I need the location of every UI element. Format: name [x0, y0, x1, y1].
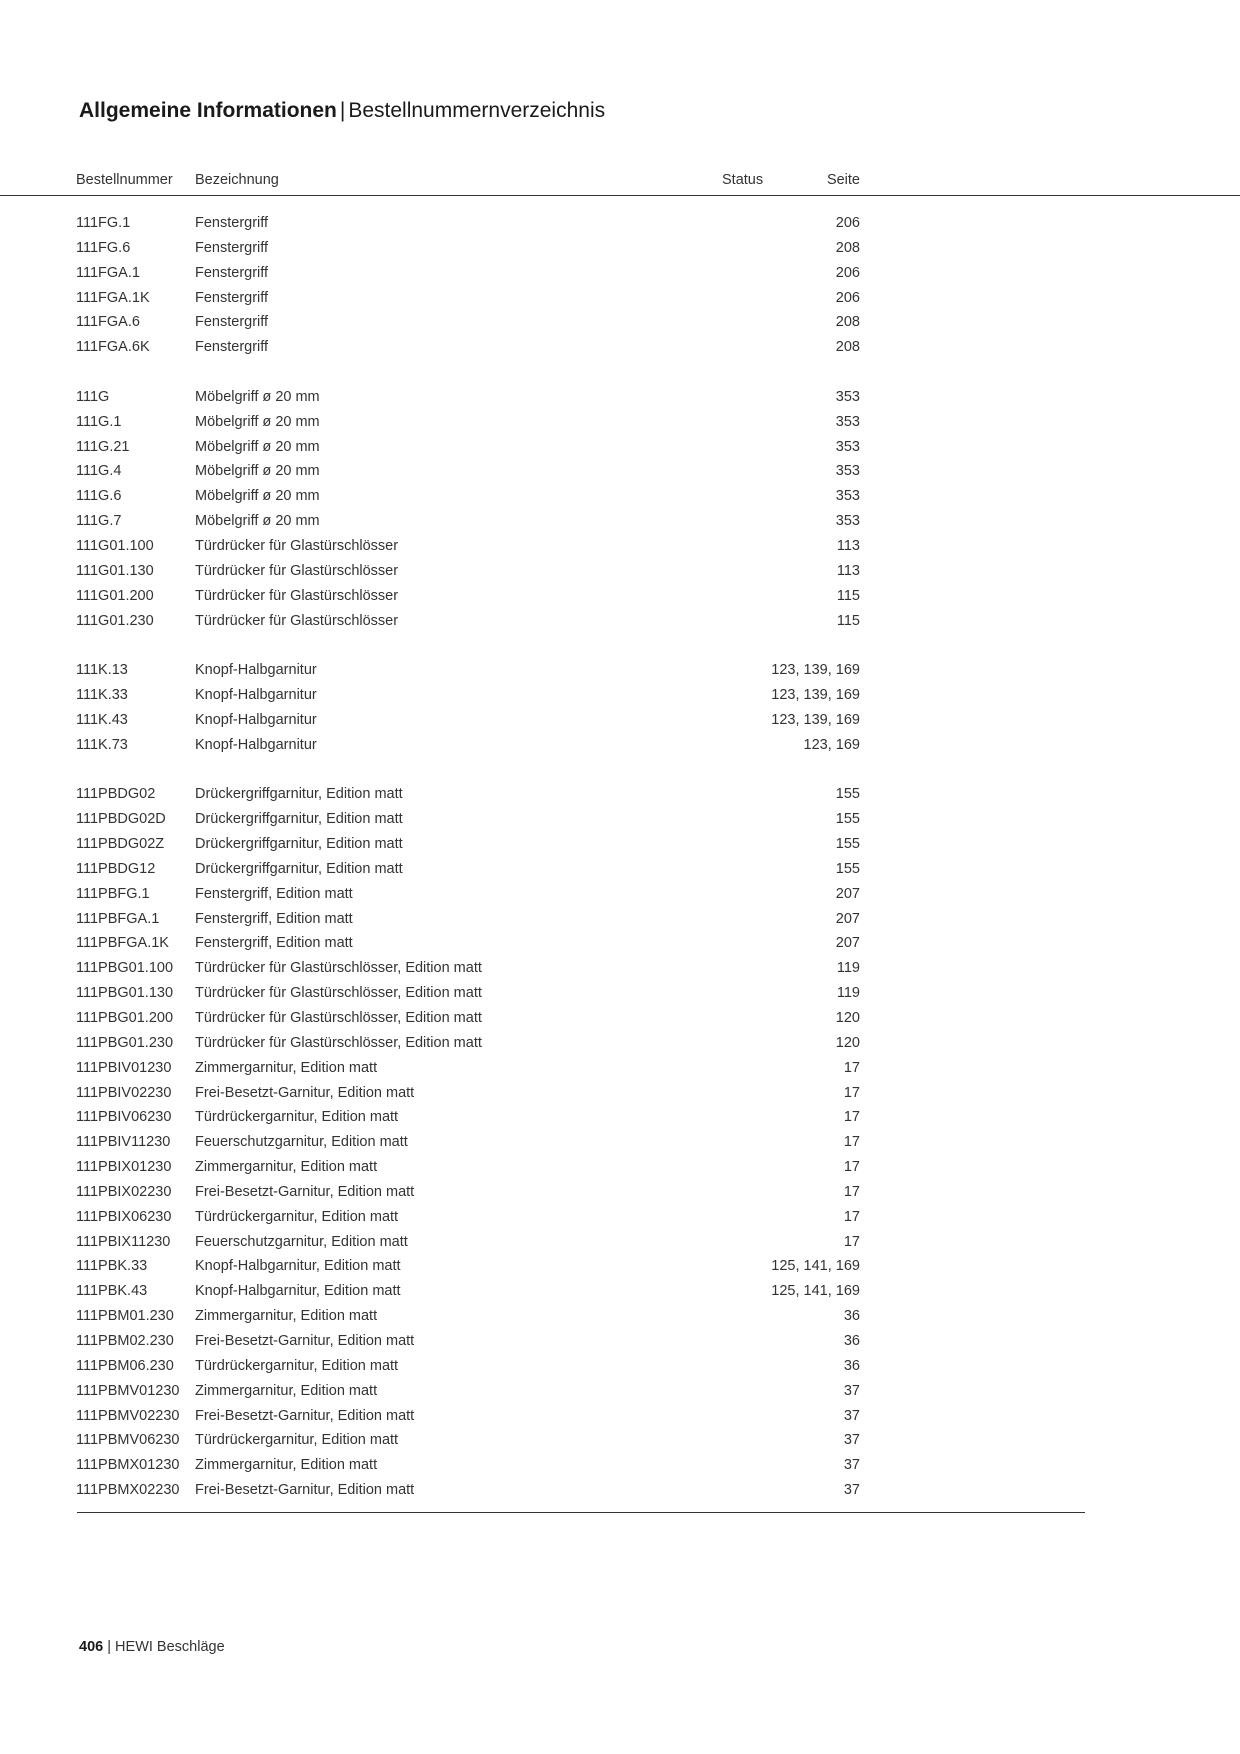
cell-seite: 17 [843, 1183, 860, 1200]
cell-seite: 17 [843, 1084, 860, 1101]
table-row [76, 957, 860, 982]
cell-bezeichnung: Zimmergarnitur, Edition matt [195, 1059, 378, 1076]
table-row [76, 659, 860, 684]
table-row [76, 1032, 860, 1057]
cell-seite: 17 [843, 1059, 860, 1076]
cell-bezeichnung: Knopf-Halbgarnitur [195, 736, 317, 753]
table-row [76, 982, 860, 1007]
cell-seite: 36 [843, 1332, 860, 1349]
cell-bestellnummer: 111PBM01.230 [76, 1308, 174, 1325]
table-row [76, 436, 860, 461]
cell-bestellnummer: 111PBMV06230 [76, 1432, 180, 1449]
cell-seite: 125, 141, 169 [771, 1258, 860, 1275]
table-row [76, 560, 860, 585]
table-row [76, 1355, 860, 1380]
cell-bestellnummer: 111FGA.6K [76, 339, 150, 356]
table-row [76, 1131, 860, 1156]
cell-seite: 17 [843, 1159, 860, 1176]
cell-seite: 36 [843, 1357, 860, 1374]
cell-bestellnummer: 111G01.100 [76, 537, 154, 554]
table-row [76, 1007, 860, 1032]
cell-bestellnummer: 111PBDG02D [76, 811, 166, 828]
cell-bezeichnung: Türdrücker für Glastürschlösser, Edition matt [195, 1010, 482, 1026]
cell-bezeichnung: Fenstergriff, Edition matt [195, 885, 353, 902]
cell-seite: 123, 169 [803, 736, 860, 753]
cell-seite: 208 [835, 339, 860, 356]
table-row [76, 1181, 860, 1206]
table-row [76, 386, 860, 411]
table-row [76, 932, 860, 957]
cell-bezeichnung: Türdrückergarnitur, Edition matt [195, 1208, 399, 1225]
cell-bezeichnung: Fenstergriff [195, 314, 269, 331]
cell-seite: 353 [835, 413, 860, 430]
cell-seite: 353 [835, 463, 860, 480]
cell-bezeichnung: Türdrücker für Glastürschlösser, Edition matt [195, 960, 482, 977]
cell-bestellnummer: 111PBK.43 [76, 1283, 148, 1300]
cell-bezeichnung: Knopf-Halbgarnitur, Edition matt [195, 1258, 401, 1275]
cell-bestellnummer: 111G.6 [76, 488, 122, 505]
cell-seite: 155 [835, 836, 860, 853]
cell-bezeichnung: Fenstergriff [195, 339, 269, 356]
cell-bezeichnung: Frei-Besetzt-Garnitur, Edition matt [195, 1482, 415, 1499]
cell-bezeichnung: Fenstergriff [195, 239, 269, 256]
cell-seite: 353 [835, 438, 860, 455]
cell-bestellnummer: 111G.7 [76, 513, 122, 530]
cell-bestellnummer: 111PBDG12 [76, 860, 156, 877]
cell-bezeichnung: Drückergriffgarnitur, Edition matt [195, 836, 403, 853]
cell-bestellnummer: 111FGA.1 [76, 264, 140, 281]
cell-bestellnummer: 111PBIV01230 [76, 1059, 172, 1076]
cell-seite: 17 [843, 1233, 860, 1250]
cell-seite: 119 [836, 960, 860, 977]
cell-seite: 155 [835, 860, 860, 877]
cell-bezeichnung: Frei-Besetzt-Garnitur, Edition matt [195, 1084, 415, 1101]
cell-bestellnummer: 111PBM06.230 [76, 1357, 174, 1374]
cell-bezeichnung: Knopf-Halbgarnitur [195, 662, 317, 679]
cell-seite: 37 [843, 1432, 860, 1449]
cell-bestellnummer: 111FGA.6 [76, 314, 140, 331]
table-row [76, 1057, 860, 1082]
table-row [76, 1280, 860, 1305]
cell-bestellnummer: 111PBMX02230 [76, 1482, 180, 1499]
footer-brand: HEWI Beschläge [115, 1639, 225, 1655]
table-row [76, 336, 860, 361]
cell-seite: 207 [835, 935, 860, 952]
table-row [76, 287, 860, 312]
cell-bezeichnung: Fenstergriff [195, 215, 269, 231]
table-row [76, 1380, 860, 1405]
cell-bezeichnung: Zimmergarnitur, Edition matt [195, 1159, 378, 1176]
table-row [76, 883, 860, 908]
table-row [76, 1429, 860, 1454]
cell-bezeichnung: Möbelgriff ø 20 mm [195, 463, 320, 480]
cell-bestellnummer: 111PBDG02Z [76, 836, 165, 853]
cell-bezeichnung: Drückergriffgarnitur, Edition matt [195, 811, 403, 828]
cell-seite: 17 [843, 1208, 860, 1225]
cell-bezeichnung: Fenstergriff [195, 289, 269, 306]
cell-bezeichnung: Türdrücker für Glastürschlösser [195, 587, 399, 604]
cell-seite: 119 [836, 985, 860, 1002]
cell-bestellnummer: 111PBG01.100 [76, 960, 174, 977]
cell-bezeichnung: Knopf-Halbgarnitur [195, 711, 317, 728]
cell-seite: 353 [835, 513, 860, 530]
cell-seite: 208 [835, 239, 860, 256]
table-row [76, 1405, 860, 1430]
table-row [76, 1479, 860, 1504]
cell-bezeichnung: Möbelgriff ø 20 mm [195, 388, 320, 405]
column-header-seite: Seite [826, 172, 860, 188]
cell-bezeichnung: Knopf-Halbgarnitur [195, 687, 317, 704]
cell-bestellnummer: 111G [76, 388, 110, 405]
table-row [76, 485, 860, 510]
table-row [76, 908, 860, 933]
table-row [76, 833, 860, 858]
cell-bestellnummer: 111PBMV01230 [76, 1382, 180, 1399]
cell-seite: 353 [835, 388, 860, 405]
cell-bezeichnung: Zimmergarnitur, Edition matt [195, 1382, 378, 1399]
cell-bestellnummer: 111PBIX01230 [76, 1159, 172, 1176]
table-row [76, 1231, 860, 1256]
cell-bestellnummer: 111PBMV02230 [76, 1407, 180, 1424]
table-row [76, 311, 860, 336]
footer-separator: | [107, 1639, 112, 1655]
cell-seite: 206 [835, 264, 860, 281]
table-row [76, 1305, 860, 1330]
cell-seite: 353 [835, 488, 860, 505]
cell-bezeichnung: Fenstergriff [195, 264, 269, 281]
page-number: 406 [79, 1639, 104, 1655]
cell-bestellnummer: 111G.21 [76, 438, 130, 455]
cell-bezeichnung: Türdrückergarnitur, Edition matt [195, 1432, 399, 1449]
cell-bezeichnung: Möbelgriff ø 20 mm [195, 513, 320, 530]
cell-seite: 123, 139, 169 [771, 662, 860, 679]
group-spacer [76, 634, 860, 659]
cell-seite: 125, 141, 169 [771, 1283, 860, 1300]
table-header [76, 172, 860, 192]
table-row [76, 585, 860, 610]
table-row [76, 1106, 860, 1131]
cell-bestellnummer: 111PBIV06230 [76, 1109, 172, 1126]
table-row [76, 262, 860, 287]
cell-seite: 120 [835, 1010, 860, 1026]
cell-seite: 123, 139, 169 [771, 711, 860, 728]
cell-seite: 206 [835, 215, 860, 231]
cell-bestellnummer: 111G01.200 [76, 587, 154, 604]
cell-bezeichnung: Türdrücker für Glastürschlösser, Edition matt [195, 985, 482, 1002]
table-row [76, 1255, 860, 1280]
cell-bestellnummer: 111FGA.1K [76, 289, 150, 306]
table-row [76, 1082, 860, 1107]
cell-bezeichnung: Frei-Besetzt-Garnitur, Edition matt [195, 1332, 415, 1349]
cell-bezeichnung: Fenstergriff, Edition matt [195, 935, 353, 952]
group-spacer [76, 361, 860, 386]
page-title [79, 99, 605, 123]
cell-bestellnummer: 111PBG01.130 [76, 985, 174, 1002]
cell-seite: 36 [843, 1308, 860, 1325]
table-row [76, 684, 860, 709]
page-footer [79, 1639, 225, 1655]
order-number-table [76, 212, 860, 1504]
cell-bestellnummer: 111PBFGA.1K [76, 935, 169, 952]
title-subsection: Bestellnummernverzeichnis [348, 99, 606, 122]
cell-bestellnummer: 111K.33 [76, 687, 128, 704]
cell-seite: 17 [843, 1134, 860, 1151]
column-header-bestellnummer: Bestellnummer [76, 172, 173, 188]
cell-seite: 207 [835, 885, 860, 902]
cell-seite: 123, 139, 169 [771, 687, 860, 704]
cell-seite: 37 [843, 1382, 860, 1399]
table-row [76, 858, 860, 883]
table-row [76, 1206, 860, 1231]
cell-bezeichnung: Türdrückergarnitur, Edition matt [195, 1357, 399, 1374]
cell-bestellnummer: 111PBK.33 [76, 1258, 148, 1275]
cell-seite: 155 [835, 811, 860, 828]
cell-bezeichnung: Drückergriffgarnitur, Edition matt [195, 860, 403, 877]
cell-bezeichnung: Knopf-Halbgarnitur, Edition matt [195, 1283, 401, 1300]
cell-bezeichnung: Möbelgriff ø 20 mm [195, 488, 320, 505]
cell-bestellnummer: 111FG.6 [76, 239, 131, 256]
title-separator: | [339, 99, 346, 122]
table-row [76, 237, 860, 262]
cell-bezeichnung: Türdrücker für Glastürschlösser [195, 537, 399, 554]
cell-bezeichnung: Zimmergarnitur, Edition matt [195, 1308, 378, 1325]
table-row [76, 709, 860, 734]
cell-bestellnummer: 111PBIX11230 [76, 1233, 171, 1250]
cell-bestellnummer: 111G01.230 [76, 612, 154, 629]
cell-bestellnummer: 111PBIV11230 [76, 1134, 171, 1151]
cell-seite: 37 [843, 1482, 860, 1499]
cell-seite: 208 [835, 314, 860, 331]
cell-bezeichnung: Fenstergriff, Edition matt [195, 910, 353, 927]
cell-seite: 115 [836, 612, 860, 629]
column-header-status: Status [722, 172, 764, 188]
cell-bezeichnung: Türdrückergarnitur, Edition matt [195, 1109, 399, 1126]
cell-bestellnummer: 111PBDG02 [76, 786, 156, 803]
cell-bezeichnung: Türdrücker für Glastürschlösser [195, 612, 399, 629]
table-row [76, 1156, 860, 1181]
cell-bezeichnung: Türdrücker für Glastürschlösser [195, 562, 399, 579]
cell-bestellnummer: 111PBM02.230 [76, 1332, 174, 1349]
cell-seite: 120 [835, 1034, 860, 1051]
cell-seite: 113 [836, 537, 860, 554]
cell-bestellnummer: 111K.13 [76, 662, 128, 679]
cell-bezeichnung: Zimmergarnitur, Edition matt [195, 1457, 378, 1474]
group-spacer [76, 759, 860, 784]
cell-bestellnummer: 111PBFG.1 [76, 885, 150, 902]
cell-bestellnummer: 111PBIX02230 [76, 1183, 172, 1200]
cell-bezeichnung: Frei-Besetzt-Garnitur, Edition matt [195, 1183, 415, 1200]
table-row [76, 212, 860, 237]
header-divider [0, 195, 1240, 196]
cell-bestellnummer: 111PBFGA.1 [76, 910, 160, 927]
table-row [76, 535, 860, 560]
cell-seite: 206 [835, 289, 860, 306]
table-row [76, 808, 860, 833]
cell-bestellnummer: 111PBMX01230 [76, 1457, 180, 1474]
cell-bezeichnung: Türdrücker für Glastürschlösser, Edition matt [195, 1034, 482, 1051]
column-header-bezeichnung: Bezeichnung [195, 172, 279, 188]
cell-bezeichnung: Möbelgriff ø 20 mm [195, 413, 320, 430]
table-row [76, 411, 860, 436]
cell-seite: 17 [843, 1109, 860, 1126]
cell-bestellnummer: 111G01.130 [76, 562, 154, 579]
cell-bestellnummer: 111PBG01.230 [76, 1034, 174, 1051]
cell-seite: 207 [835, 910, 860, 927]
cell-bestellnummer: 111PBIV02230 [76, 1084, 172, 1101]
cell-bezeichnung: Feuerschutzgarnitur, Edition matt [195, 1233, 408, 1250]
cell-bestellnummer: 111PBIX06230 [76, 1208, 172, 1225]
title-section: Allgemeine Informationen [79, 99, 337, 122]
cell-bestellnummer: 111PBG01.200 [76, 1010, 174, 1026]
cell-bestellnummer: 111K.43 [76, 711, 128, 728]
cell-seite: 155 [835, 786, 860, 803]
table-bottom-divider [77, 1512, 1085, 1513]
table-row [76, 783, 860, 808]
table-row [76, 1454, 860, 1479]
table-row [76, 510, 860, 535]
cell-seite: 37 [843, 1457, 860, 1474]
table-row [76, 1330, 860, 1355]
cell-bestellnummer: 111FG.1 [76, 215, 131, 231]
table-row [76, 460, 860, 485]
cell-bezeichnung: Frei-Besetzt-Garnitur, Edition matt [195, 1407, 415, 1424]
cell-seite: 113 [836, 562, 860, 579]
cell-bezeichnung: Möbelgriff ø 20 mm [195, 438, 320, 455]
cell-bestellnummer: 111K.73 [76, 736, 128, 753]
cell-bezeichnung: Drückergriffgarnitur, Edition matt [195, 786, 403, 803]
cell-bestellnummer: 111G.4 [76, 463, 122, 480]
cell-seite: 115 [836, 587, 860, 604]
cell-bezeichnung: Feuerschutzgarnitur, Edition matt [195, 1134, 408, 1151]
cell-seite: 37 [843, 1407, 860, 1424]
cell-bestellnummer: 111G.1 [76, 413, 122, 430]
table-row [76, 734, 860, 759]
table-row [76, 610, 860, 635]
